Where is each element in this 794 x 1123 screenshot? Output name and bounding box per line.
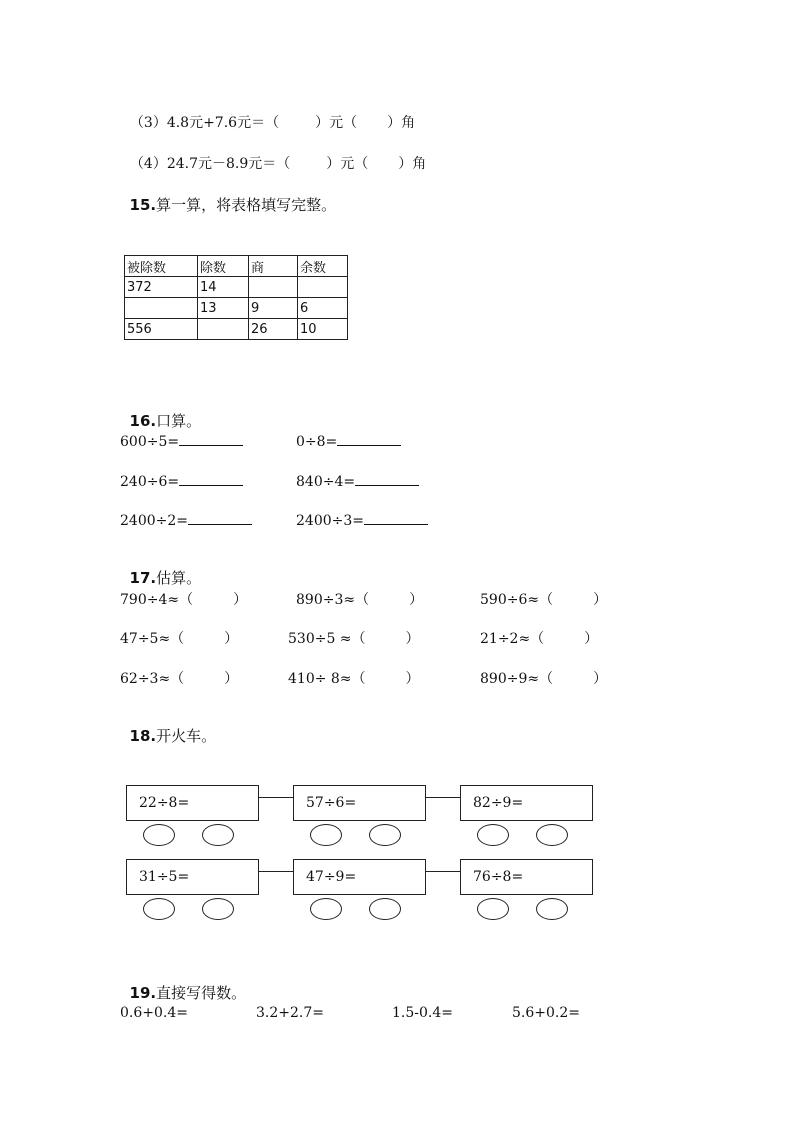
q16-item: 2400÷2= [120,510,252,529]
table-cell[interactable] [125,298,198,319]
q17-item: 890÷3≈（ ） [296,592,424,608]
train-car[interactable]: 57÷6= [293,785,426,821]
table-header-cell: 余数 [298,256,348,277]
answer-blank[interactable] [364,510,428,525]
train-coupler [259,797,293,798]
table-cell: 556 [125,319,198,340]
table-header-cell: 除数 [198,256,249,277]
q15-table [124,255,348,340]
table-cell[interactable] [298,277,348,298]
train-wheel [202,824,234,846]
train-coupler [259,871,293,872]
q14-item-3: （3）4.8元+7.6元＝（ ）元（ ）角 [129,115,416,131]
q19-item: 5.6+0.2= [512,1005,580,1021]
table-cell: 10 [298,319,348,340]
q18-heading: 18.开火车。 [129,727,217,745]
table-cell: 372 [125,277,198,298]
train-wheel [369,824,401,846]
train-wheel [369,898,401,920]
table-cell[interactable] [249,277,298,298]
train-wheel [310,898,342,920]
q19-item: 3.2+2.7= [256,1005,324,1021]
answer-blank[interactable] [179,471,243,486]
answer-blank[interactable] [179,431,243,446]
table-header-row [125,256,348,277]
q16-item: 2400÷3= [296,510,428,529]
train-car[interactable]: 82÷9= [460,785,593,821]
q17-item: 790÷4≈（ ） [120,592,248,608]
table-cell[interactable] [198,319,249,340]
table-cell: 26 [249,319,298,340]
train-car[interactable]: 76÷8= [460,859,593,895]
q19-item: 1.5-0.4= [392,1005,453,1021]
q17-heading: 17.估算。 [129,569,202,587]
q16-item: 600÷5= [120,431,243,450]
answer-blank[interactable] [337,431,401,446]
train-wheel [143,824,175,846]
train-car[interactable]: 47÷9= [293,859,426,895]
train-coupler [426,797,460,798]
table-cell: 14 [198,277,249,298]
train-wheel [477,898,509,920]
q16-item: 840÷4= [296,471,419,490]
q15-heading: 15.算一算，将表格填写完整。 [129,196,337,214]
train-wheel [202,898,234,920]
train-wheel [310,824,342,846]
q17-item: 530÷5 ≈（ ） [288,631,420,647]
table-row [125,298,348,319]
q17-item: 410÷ 8≈（ ） [288,671,420,687]
table-cell: 6 [298,298,348,319]
answer-blank[interactable] [355,471,419,486]
q16-item: 0÷8= [296,431,401,450]
table-row [125,319,348,340]
q16-heading: 16.口算。 [129,412,202,430]
q19-item: 0.6+0.4= [120,1005,188,1021]
q17-item: 21÷2≈（ ） [480,631,599,647]
train-car[interactable]: 22÷8= [126,785,259,821]
q14-item-4: （4）24.7元－8.9元＝（ ）元（ ）角 [129,156,427,172]
train-wheel [143,898,175,920]
train-car[interactable]: 31÷5= [126,859,259,895]
q19-heading: 19.直接写得数。 [129,984,247,1002]
q17-item: 47÷5≈（ ） [120,631,239,647]
table-header-cell: 被除数 [125,256,198,277]
q17-item: 890÷9≈（ ） [480,671,608,687]
train-wheel [536,898,568,920]
answer-blank[interactable] [188,510,252,525]
train-coupler [426,871,460,872]
table-cell: 9 [249,298,298,319]
q16-item: 240÷6= [120,471,243,490]
table-row [125,277,348,298]
table-header-cell: 商 [249,256,298,277]
q17-item: 62÷3≈（ ） [120,671,239,687]
train-wheel [477,824,509,846]
q17-item: 590÷6≈（ ） [480,592,608,608]
table-cell: 13 [198,298,249,319]
train-wheel [536,824,568,846]
